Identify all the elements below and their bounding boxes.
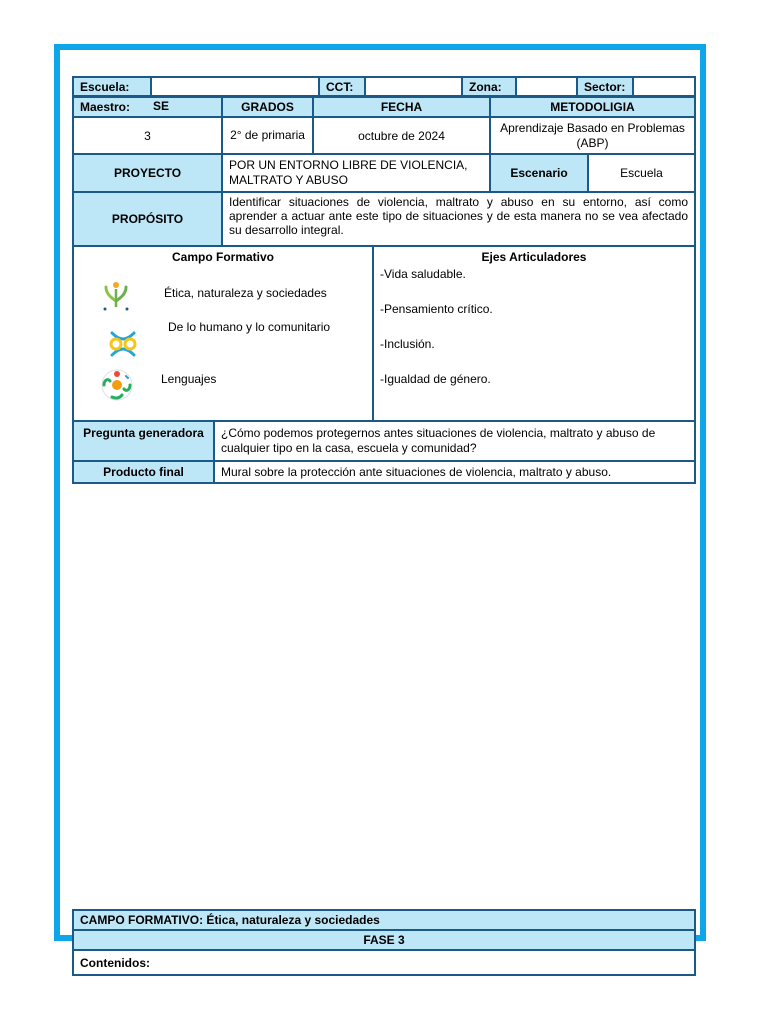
grado-value: 2° de primaria [221, 116, 314, 155]
humano-icon [108, 329, 138, 359]
metodologia-value: Aprendizaje Basado en Problemas (ABP) [489, 116, 696, 155]
maestro-label: Maestro: [80, 100, 131, 114]
eje-item: -Inclusión. [380, 337, 435, 351]
escuela-label: Escuela: [72, 76, 152, 97]
fecha-value: octubre de 2024 [312, 116, 491, 155]
fecha-header: FECHA [312, 96, 491, 118]
ejes-title: Ejes Articuladores [481, 250, 587, 264]
campo-item-humano: De lo humano y lo comunitario [168, 320, 331, 334]
escenario-value: Escuela [587, 153, 696, 193]
fase-header-partial: SE [153, 99, 170, 113]
sector-label: Sector: [576, 76, 634, 97]
proposito-value: Identificar situaciones de violencia, maltrato y abuso en su entorno, así como aprender a actuar ante este tipo de situaciones y de esta manera no se vea afectado su desarrollo integral. [221, 191, 696, 247]
pregunta-value: ¿Cómo podemos protegernos antes situaciones de violencia, maltrato y abuso de cualquier tipo en la casa, escuela y comunidad? [213, 420, 696, 462]
proposito-label: PROPÓSITO [72, 191, 223, 247]
eje-item: -Vida saludable. [380, 267, 466, 281]
ejes-box [372, 245, 696, 422]
pregunta-label: Pregunta generadora [72, 420, 215, 462]
producto-label: Producto final [72, 460, 215, 484]
producto-value: Mural sobre la protección ante situaciones de violencia, maltrato y abuso. [213, 460, 696, 484]
campo-formativo-title: Campo Formativo [171, 250, 274, 264]
escuela-field[interactable] [150, 76, 320, 97]
contenidos-label: Contenidos: [72, 949, 696, 976]
eje-item: -Pensamiento crítico. [380, 302, 493, 316]
grados-header: GRADOS [221, 96, 314, 118]
zona-field[interactable] [515, 76, 578, 97]
fase-header [72, 96, 223, 118]
campo-item-lenguajes: Lenguajes [161, 372, 217, 386]
campo-formativo-box [72, 245, 374, 422]
cct-label: CCT: [318, 76, 366, 97]
etica-icon [102, 281, 132, 315]
zona-label: Zona: [461, 76, 517, 97]
campo-item-etica: Ética, naturaleza y sociedades [164, 286, 327, 300]
bottom-fase: FASE 3 [72, 929, 696, 951]
fase-value: 3 [72, 116, 223, 155]
sector-field[interactable] [632, 76, 696, 97]
proyecto-label: PROYECTO [72, 153, 223, 193]
lenguajes-icon [100, 368, 134, 402]
escenario-label: Escenario [489, 153, 589, 193]
eje-item: -Igualdad de género. [380, 372, 491, 386]
proyecto-value: POR UN ENTORNO LIBRE DE VIOLENCIA, MALTRATO Y ABUSO [221, 153, 491, 193]
bottom-campo-formativo: CAMPO FORMATIVO: Ética, naturaleza y sociedades [72, 909, 696, 931]
cct-field[interactable] [364, 76, 463, 97]
metodologia-header: METODOLIGIA [489, 96, 696, 118]
